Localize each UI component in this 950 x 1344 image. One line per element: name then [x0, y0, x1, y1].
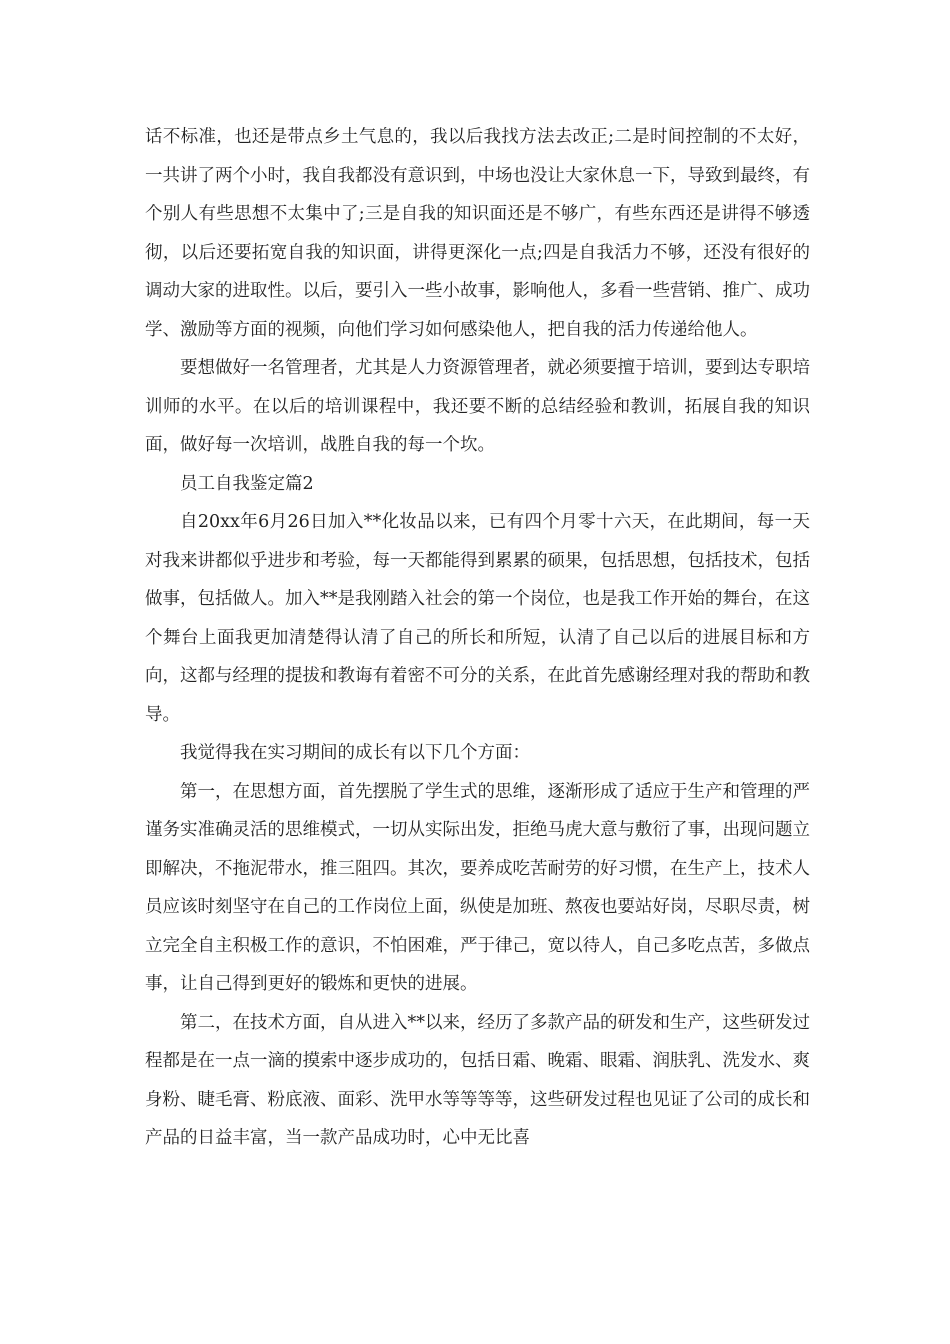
paragraph-second-technical: 第二，在技术方面，自从进入**以来，经历了多款产品的研发和生产，这些研发过程都是在一点一滴的摸索中逐步成功的，包括日霜、晚霜、眼霜、润肤乳、洗发水、爽身粉、睫毛膏、粉底液、面彩、洗甲水等等等等，这些研发过程也见证了公司的成长和产品的日益丰富，当一款产品成功时，心中无比喜: [145, 1012, 810, 1148]
paragraph-growth-aspects: 我觉得我在实习期间的成长有以下几个方面：: [180, 743, 530, 763]
paragraph-continuation: 话不标准，也还是带点乡土气息的，我以后我找方法去改正;二是时间控制的不太好，一共讲了两个小时，我自我都没有意识到，中场也没让大家休息一下，导致到最终，有个别人有些思想不太集中了;三是自我的知识面还是不够广，有些东西还是讲得不够透彻，以后还要拓宽自我的知识面，讲得更深化一点;四是自我活力不够，还没有很好的调动大家的进取性。以后，要引入一些小故事，影响他人，多看一些营销、推广、成功学、激励等方面的视频，向他们学习如何感染他人，把自我的活力传递给他人。: [145, 127, 810, 340]
paragraph-manager-training: 要想做好一名管理者，尤其是人力资源管理者，就必须要擅于培训，要到达专职培训师的水平。在以后的培训课程中，我还要不断的总结经验和教训，拓展自我的知识面，做好每一次培训，战胜自我的每一个坎。: [145, 358, 810, 455]
paragraph-intro: 自20xx年6月26日加入**化妆品以来，已有四个月零十六天，在此期间，每一天对我来讲都似乎进步和考验，每一天都能得到累累的硕果，包括思想，包括技术，包括做事，包括做人。加入**是我刚踏入社会的第一个岗位，也是我工作开始的舞台，在这个舞台上面我更加清楚得认清了自己的所长和所短，认清了自己以后的进展目标和方向，这都与经理的提拔和教诲有着密不可分的关系，在此首先感谢经理对我的帮助和教导。: [145, 512, 810, 725]
paragraph-first-thinking: 第一，在思想方面，首先摆脱了学生式的思维，逐渐形成了适应于生产和管理的严谨务实准确灵活的思维模式，一切从实际出发，拒绝马虎大意与敷衍了事，出现问题立即解决，不拖泥带水，推三阻四。其次，要养成吃苦耐劳的好习惯，在生产上，技术人员应该时刻坚守在自己的工作岗位上面，纵使是加班、熬夜也要站好岗，尽职尽责，树立完全自主积极工作的意识，不怕困难，严于律己，宽以待人，自己多吃点苦，多做点事，让自己得到更好的锻炼和更快的进展。: [145, 781, 810, 994]
section-heading: 员工自我鉴定篇2: [180, 473, 314, 494]
document-page: [145, 118, 810, 1158]
